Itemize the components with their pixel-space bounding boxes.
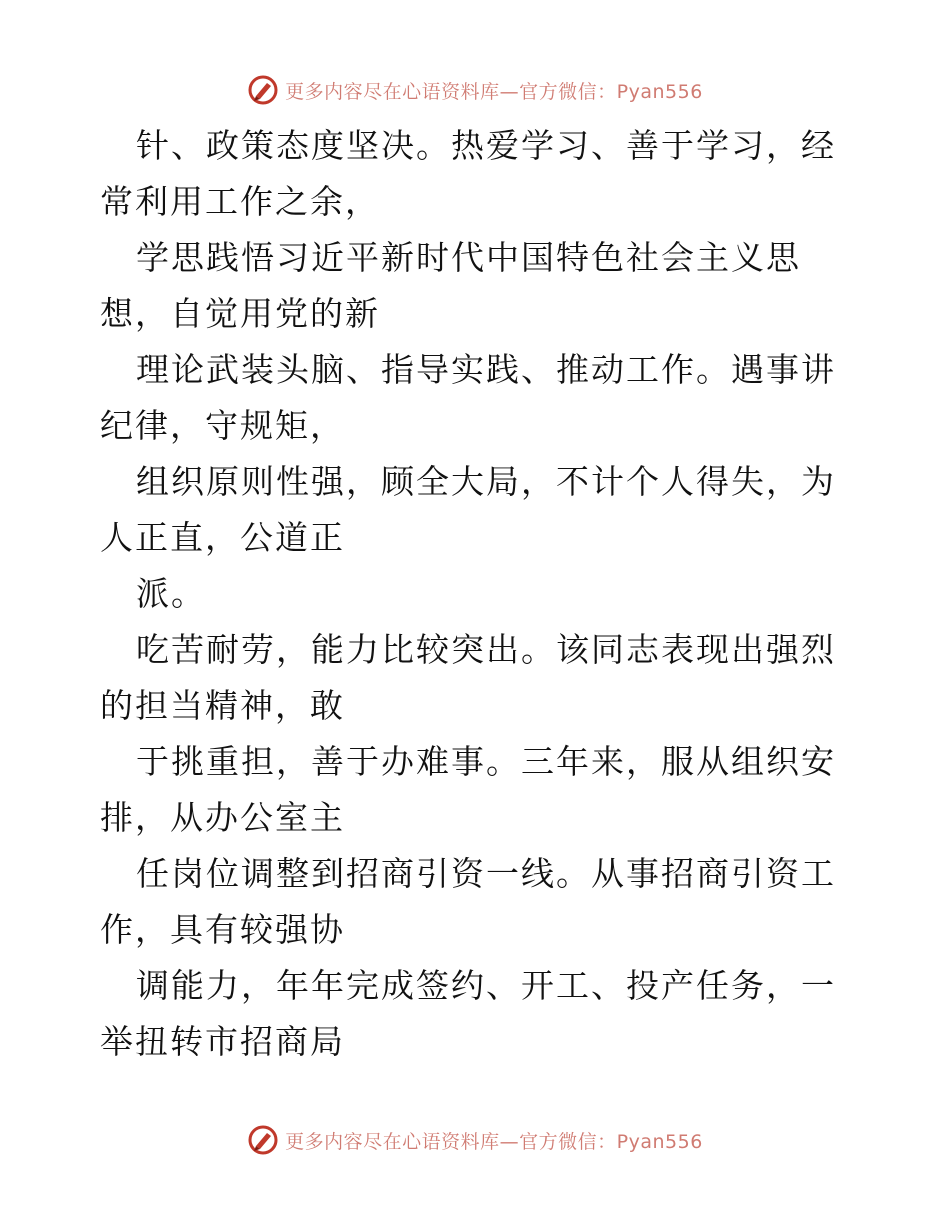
paragraph: 理论武装头脑、指导实践、推动工作。遇事讲纪律，守规矩， xyxy=(100,350,836,445)
watermark-text: 更多内容尽在心语资料库—官方微信：Pyan556 xyxy=(285,1130,703,1153)
pen-logo-icon xyxy=(247,1124,279,1156)
paragraph: 吃苦耐劳，能力比较突出。该同志表现出强烈的担当精神，敢 xyxy=(100,630,836,725)
paragraph: 针、政策态度坚决。热爱学习、善于学习，经常利用工作之余， xyxy=(100,126,836,221)
paragraph: 调能力，年年完成签约、开工、投产任务，一举扭转市招商局 xyxy=(100,966,836,1061)
footer-watermark xyxy=(0,1120,950,1160)
pen-logo-icon xyxy=(247,74,279,106)
watermark-text: 更多内容尽在心语资料库—官方微信：Pyan556 xyxy=(285,80,703,103)
paragraph: 于挑重担，善于办难事。三年来，服从组织安排，从办公室主 xyxy=(100,742,836,837)
paragraph: 组织原则性强，顾全大局，不计个人得失，为人正直，公道正 xyxy=(100,462,836,557)
paragraph: 派。 xyxy=(136,574,206,613)
paragraph: 学思践悟习近平新时代中国特色社会主义思想，自觉用党的新 xyxy=(100,238,801,333)
header-watermark xyxy=(0,70,950,110)
paragraph: 任岗位调整到招商引资一线。从事招商引资工作，具有较强协 xyxy=(100,854,836,949)
document-body xyxy=(100,118,860,1070)
